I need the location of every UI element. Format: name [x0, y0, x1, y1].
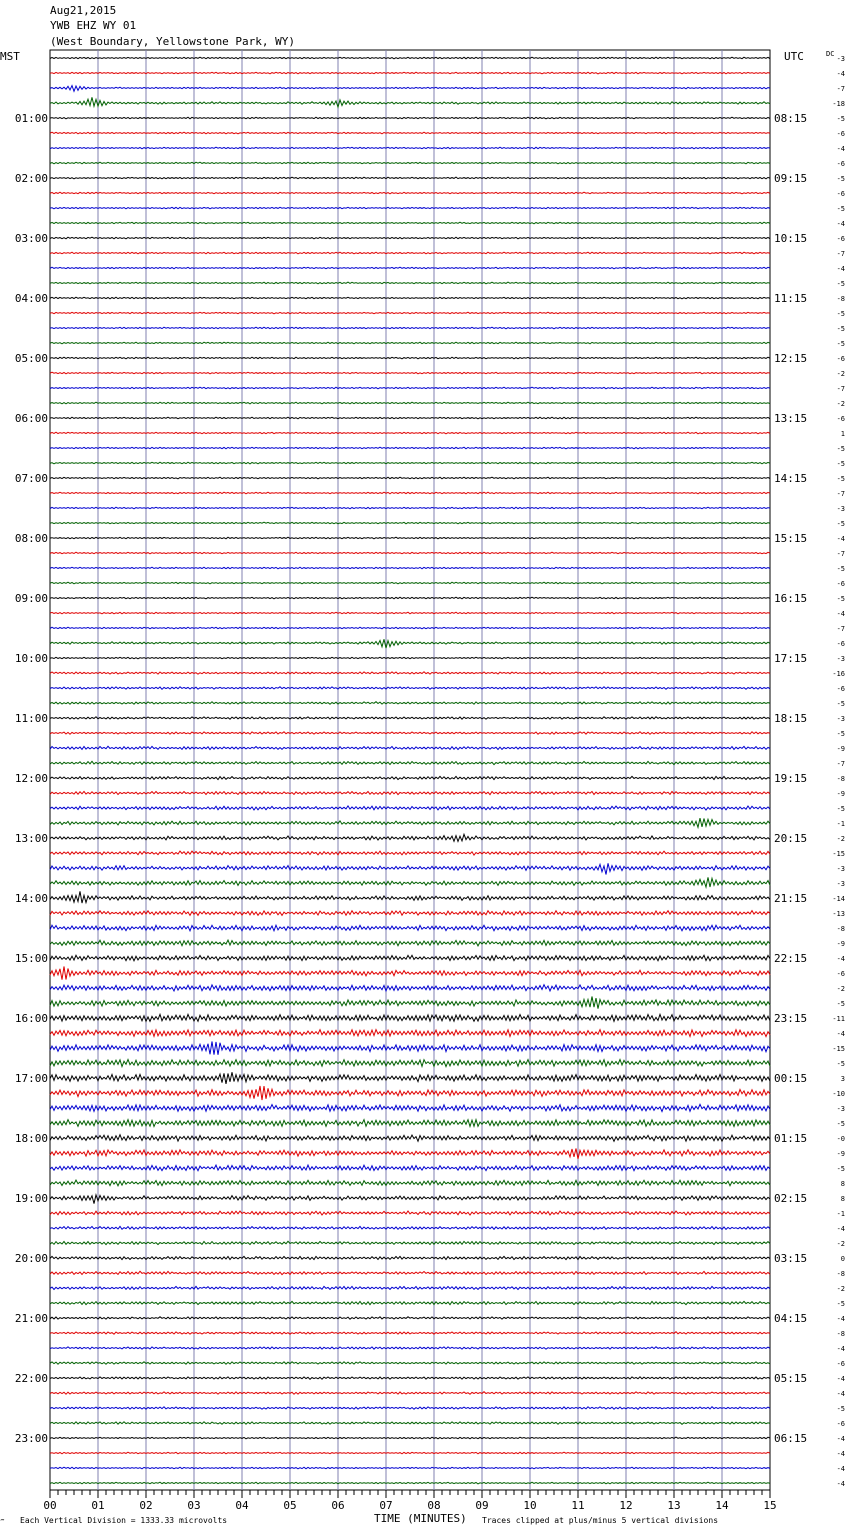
dc-offset-label: -7: [836, 760, 845, 768]
dc-offset-label: -7: [836, 385, 845, 393]
dc-offset-label: -9: [836, 940, 845, 948]
left-hour-label: 12:00: [14, 772, 48, 785]
dc-offset-label: -4: [836, 1345, 845, 1353]
dc-offset-label: -15: [832, 1045, 845, 1053]
dc-offset-label: -5: [836, 460, 845, 468]
dc-offset-label: -2: [836, 400, 845, 408]
right-hour-label: 00:15: [774, 1072, 808, 1085]
dc-offset-label: -15: [832, 850, 845, 858]
right-hour-label: 15:15: [774, 532, 808, 545]
seismic-trace: [50, 776, 770, 779]
dc-offset-label: -4: [836, 955, 845, 963]
dc-offset-label: -5: [836, 310, 845, 318]
seismic-trace: [50, 1060, 770, 1067]
dc-offset-label: -5: [836, 115, 845, 123]
dc-offset-label: -2: [836, 370, 845, 378]
dc-offset-label: 3: [840, 1075, 845, 1083]
header-date: Aug21,2015: [50, 4, 117, 17]
right-hour-label: 17:15: [774, 652, 808, 665]
seismic-trace: [50, 1072, 770, 1084]
seismic-trace: [50, 1332, 770, 1335]
left-hour-label: 09:00: [14, 592, 48, 605]
dc-offset-label: -6: [836, 1360, 845, 1368]
seismic-trace: [50, 732, 770, 734]
seismic-trace: [50, 687, 770, 690]
dc-offset-label: -10: [832, 1090, 845, 1098]
right-hour-label: 21:15: [774, 892, 808, 905]
seismic-trace: [50, 612, 770, 614]
left-hour-label: 07:00: [14, 472, 48, 485]
dc-offset-label: -5: [836, 340, 845, 348]
dc-offset-label: -4: [836, 1375, 845, 1383]
dc-offset-label: 0: [840, 1255, 845, 1263]
seismic-trace: [50, 537, 770, 539]
dc-offset-label: -6: [836, 355, 845, 363]
left-hour-label: 20:00: [14, 1252, 48, 1265]
seismic-trace: [50, 940, 770, 946]
dc-offset-label: -7: [836, 250, 845, 258]
dc-offset-label: -4: [836, 1390, 845, 1398]
x-tick-label: 06: [331, 1499, 345, 1512]
dc-offset-label: -7: [836, 625, 845, 633]
seismic-trace: [50, 162, 770, 164]
right-hour-label: 13:15: [774, 412, 808, 425]
seismic-trace: [50, 746, 770, 749]
dc-offset-label: -6: [836, 190, 845, 198]
seismic-trace: [50, 834, 770, 841]
dc-offset-label: -3: [836, 1105, 845, 1113]
seismic-trace: [50, 1422, 770, 1425]
dc-offset-label: -4: [836, 220, 845, 228]
dc-label: DC: [826, 50, 835, 58]
seismic-trace: [50, 402, 770, 404]
dc-offset-label: -3: [836, 55, 845, 63]
dc-offset-label: -4: [836, 1465, 845, 1473]
seismic-trace: [50, 925, 770, 931]
seismic-trace: [50, 877, 770, 887]
dc-offset-label: -1: [836, 1210, 845, 1218]
seismic-trace: [50, 97, 770, 107]
dc-offset-label: -14: [832, 895, 845, 903]
dc-offset-label: -7: [836, 490, 845, 498]
right-hour-label: 20:15: [774, 832, 808, 845]
left-hour-label: 22:00: [14, 1372, 48, 1385]
x-tick-label: 03: [187, 1499, 201, 1512]
seismic-trace: [50, 818, 770, 827]
seismic-trace: [50, 492, 770, 494]
seismic-trace: [50, 327, 770, 329]
right-hour-label: 18:15: [774, 712, 808, 725]
seismic-trace: [50, 1407, 770, 1410]
x-tick-label: 10: [523, 1499, 537, 1512]
seismic-trace: [50, 1086, 770, 1100]
dc-offset-label: -4: [836, 265, 845, 273]
seismic-trace: [50, 1120, 770, 1127]
dc-offset-label: -2: [836, 1285, 845, 1293]
dc-offset-label: -6: [836, 1420, 845, 1428]
left-hour-label: 01:00: [14, 112, 48, 125]
header-location: (West Boundary, Yellowstone Park, WY): [50, 35, 296, 48]
dc-offset-label: -0: [836, 1135, 845, 1143]
dc-offset-label: -5: [836, 205, 845, 213]
dc-offset-label: -5: [836, 595, 845, 603]
seismic-trace: [50, 967, 770, 980]
dc-offset-label: -5: [836, 565, 845, 573]
x-tick-label: 01: [91, 1499, 105, 1512]
seismic-trace: [50, 297, 770, 299]
dc-offset-label: -5: [836, 475, 845, 483]
x-tick-label: 12: [619, 1499, 633, 1512]
seismic-trace: [50, 312, 770, 314]
dc-offset-label: 1: [840, 430, 845, 438]
seismic-trace: [50, 1180, 770, 1186]
dc-offset-label: -4: [836, 1315, 845, 1323]
seismic-trace: [50, 477, 770, 479]
x-tick-label: 14: [715, 1499, 729, 1512]
dc-offset-label: -2: [836, 985, 845, 993]
dc-offset-label: -8: [836, 775, 845, 783]
dc-offset-label: -5: [836, 1060, 845, 1068]
seismic-trace: [50, 1452, 770, 1454]
x-tick-label: 13: [667, 1499, 681, 1512]
left-hour-label: 15:00: [14, 952, 48, 965]
seismic-trace: [50, 507, 770, 509]
seismic-trace: [50, 282, 770, 284]
dc-offset-label: -18: [832, 100, 845, 108]
dc-offset-label: -4: [836, 1435, 845, 1443]
x-axis-title: TIME (MINUTES): [374, 1512, 467, 1525]
seismic-trace: [50, 627, 770, 629]
seismic-trace: [50, 1211, 770, 1215]
dc-offset-label: -13: [832, 910, 845, 918]
header-station: YWB EHZ WY 01: [50, 19, 137, 32]
right-hour-label: 11:15: [774, 292, 808, 305]
dc-offset-label: -5: [836, 445, 845, 453]
seismic-trace: [50, 1317, 770, 1319]
dc-offset-label: -5: [836, 1405, 845, 1413]
seismic-trace: [50, 702, 770, 705]
dc-offset-label: 8: [840, 1195, 845, 1203]
dc-offset-label: -3: [836, 715, 845, 723]
seismic-trace: [50, 1195, 770, 1204]
seismic-trace: [50, 372, 770, 374]
left-hour-label: 11:00: [14, 712, 48, 725]
seismic-trace: [50, 717, 770, 719]
corner-mark: ‴: [0, 1518, 5, 1527]
dc-offset-label: -5: [836, 1000, 845, 1008]
left-timezone-label: MST: [0, 50, 20, 63]
seismic-trace: [50, 1135, 770, 1142]
dc-offset-label: -4: [836, 1030, 845, 1038]
dc-offset-label: -5: [836, 805, 845, 813]
dc-offset-label: -6: [836, 415, 845, 423]
seismic-trace: [50, 357, 770, 359]
right-hour-label: 09:15: [774, 172, 808, 185]
right-hour-label: 08:15: [774, 112, 808, 125]
left-hour-label: 08:00: [14, 532, 48, 545]
dc-offset-label: -3: [836, 505, 845, 513]
dc-offset-label: -7: [836, 550, 845, 558]
seismic-trace: [50, 132, 770, 134]
seismic-trace: [50, 447, 770, 449]
right-hour-label: 06:15: [774, 1432, 808, 1445]
dc-offset-label: -3: [836, 655, 845, 663]
scale-note: Each Vertical Division = 1333.33 microvolts: [20, 1516, 228, 1525]
left-hour-label: 05:00: [14, 352, 48, 365]
dc-offset-label: -4: [836, 145, 845, 153]
right-hour-label: 02:15: [774, 1192, 808, 1205]
seismic-trace: [50, 997, 770, 1009]
dc-offset-label: -2: [836, 835, 845, 843]
dc-offset-label: -5: [836, 1120, 845, 1128]
right-hour-label: 12:15: [774, 352, 808, 365]
left-hour-label: 21:00: [14, 1312, 48, 1325]
seismic-trace: [50, 597, 770, 599]
seismic-trace: [50, 252, 770, 254]
right-hour-label: 05:15: [774, 1372, 808, 1385]
seismic-trace: [50, 863, 770, 874]
clip-note: Traces clipped at plus/minus 5 vertical divisions: [482, 1516, 719, 1525]
dc-offset-label: -4: [836, 70, 845, 78]
dc-offset-label: -5: [836, 730, 845, 738]
left-hour-label: 16:00: [14, 1012, 48, 1025]
x-tick-label: 11: [571, 1499, 585, 1512]
seismic-trace: [50, 552, 770, 554]
dc-offset-label: -4: [836, 1480, 845, 1488]
x-tick-label: 05: [283, 1499, 297, 1512]
x-tick-label: 04: [235, 1499, 249, 1512]
dc-offset-label: -8: [836, 925, 845, 933]
right-hour-label: 10:15: [774, 232, 808, 245]
seismic-trace: [50, 1437, 770, 1439]
seismic-trace: [50, 192, 770, 194]
dc-offset-label: -4: [836, 535, 845, 543]
dc-offset-label: -5: [836, 280, 845, 288]
right-hour-label: 16:15: [774, 592, 808, 605]
dc-offset-label: -2: [836, 1240, 845, 1248]
seismic-trace: [50, 567, 770, 569]
seismic-trace: [50, 1104, 770, 1111]
seismic-trace: [50, 387, 770, 389]
seismic-trace: [50, 417, 770, 419]
dc-offset-label: -5: [836, 175, 845, 183]
seismic-trace: [50, 1149, 770, 1159]
seismic-trace: [50, 1301, 770, 1304]
left-hour-label: 13:00: [14, 832, 48, 845]
dc-offset-label: -6: [836, 580, 845, 588]
seismic-trace: [50, 985, 770, 991]
dc-offset-label: 8: [840, 1180, 845, 1188]
dc-offset-label: -6: [836, 685, 845, 693]
dc-offset-label: -5: [836, 1300, 845, 1308]
seismic-trace: [50, 891, 770, 903]
seismic-trace: [50, 1014, 770, 1021]
left-hour-label: 19:00: [14, 1192, 48, 1205]
seismic-trace: [50, 761, 770, 764]
seismic-trace: [50, 57, 770, 59]
seismic-trace: [50, 222, 770, 224]
left-hour-label: 18:00: [14, 1132, 48, 1145]
seismic-trace: [50, 1030, 770, 1037]
right-timezone-label: UTC: [784, 50, 804, 63]
dc-offset-label: -6: [836, 130, 845, 138]
x-tick-label: 00: [43, 1499, 57, 1512]
dc-offset-label: -8: [836, 1270, 845, 1278]
seismic-trace: [50, 851, 770, 855]
dc-offset-label: -11: [832, 1015, 845, 1023]
seismic-trace: [50, 672, 770, 674]
right-hour-label: 03:15: [774, 1252, 808, 1265]
seismic-trace: [50, 1241, 770, 1244]
seismic-trace: [50, 1392, 770, 1395]
seismic-trace: [50, 639, 770, 648]
dc-offset-label: -6: [836, 640, 845, 648]
seismic-trace: [50, 1165, 770, 1171]
dc-offset-label: -1: [836, 820, 845, 828]
right-hour-label: 14:15: [774, 472, 808, 485]
seismic-trace: [50, 657, 770, 659]
dc-offset-label: -5: [836, 700, 845, 708]
dc-offset-label: -5: [836, 325, 845, 333]
dc-offset-label: -6: [836, 970, 845, 978]
seismic-trace: [50, 177, 770, 179]
seismic-trace: [50, 522, 770, 524]
seismic-trace: [50, 1467, 770, 1469]
seismic-trace: [50, 1377, 770, 1380]
seismic-trace: [50, 791, 770, 794]
left-hour-label: 03:00: [14, 232, 48, 245]
left-hour-label: 14:00: [14, 892, 48, 905]
seismic-trace: [50, 1482, 770, 1484]
left-hour-label: 06:00: [14, 412, 48, 425]
dc-offset-label: -5: [836, 520, 845, 528]
left-hour-label: 02:00: [14, 172, 48, 185]
x-tick-label: 15: [763, 1499, 777, 1512]
seismic-trace: [50, 267, 770, 269]
left-hour-label: 04:00: [14, 292, 48, 305]
seismic-trace: [50, 1286, 770, 1289]
seismic-trace: [50, 582, 770, 584]
dc-offset-label: -4: [836, 1450, 845, 1458]
dc-offset-label: -8: [836, 1330, 845, 1338]
seismic-trace: [50, 955, 770, 961]
seismic-trace: [50, 207, 770, 209]
seismic-trace: [50, 86, 770, 92]
dc-offset-label: -7: [836, 85, 845, 93]
seismic-trace: [50, 1362, 770, 1364]
dc-offset-label: -6: [836, 160, 845, 168]
seismic-trace: [50, 1226, 770, 1229]
dc-offset-label: -3: [836, 865, 845, 873]
dc-offset-label: -4: [836, 1225, 845, 1233]
seismic-trace: [50, 432, 770, 434]
dc-offset-label: -9: [836, 745, 845, 753]
seismic-trace: [50, 1271, 770, 1274]
x-tick-label: 09: [475, 1499, 489, 1512]
seismic-trace: [50, 237, 770, 239]
right-hour-label: 23:15: [774, 1012, 808, 1025]
right-hour-label: 01:15: [774, 1132, 808, 1145]
seismic-trace: [50, 1256, 770, 1259]
dc-offset-label: -5: [836, 1165, 845, 1173]
dc-offset-label: -9: [836, 790, 845, 798]
seismic-trace: [50, 911, 770, 916]
seismic-trace: [50, 117, 770, 119]
x-tick-label: 02: [139, 1499, 153, 1512]
left-hour-label: 17:00: [14, 1072, 48, 1085]
seismic-trace: [50, 72, 770, 74]
x-tick-label: 08: [427, 1499, 441, 1512]
right-hour-label: 04:15: [774, 1312, 808, 1325]
seismic-trace: [50, 806, 770, 810]
dc-offset-label: -9: [836, 1150, 845, 1158]
x-tick-label: 07: [379, 1499, 393, 1512]
right-hour-label: 22:15: [774, 952, 808, 965]
seismic-trace: [50, 147, 770, 149]
dc-offset-label: -8: [836, 295, 845, 303]
left-hour-label: 23:00: [14, 1432, 48, 1445]
seismic-trace: [50, 462, 770, 464]
seismic-trace: [50, 1347, 770, 1349]
seismic-trace: [50, 342, 770, 344]
dc-offset-label: -4: [836, 610, 845, 618]
dc-offset-label: -16: [832, 670, 845, 678]
dc-offset-label: -3: [836, 880, 845, 888]
seismic-trace: [50, 1042, 770, 1055]
right-hour-label: 19:15: [774, 772, 808, 785]
left-hour-label: 10:00: [14, 652, 48, 665]
dc-offset-label: -6: [836, 235, 845, 243]
